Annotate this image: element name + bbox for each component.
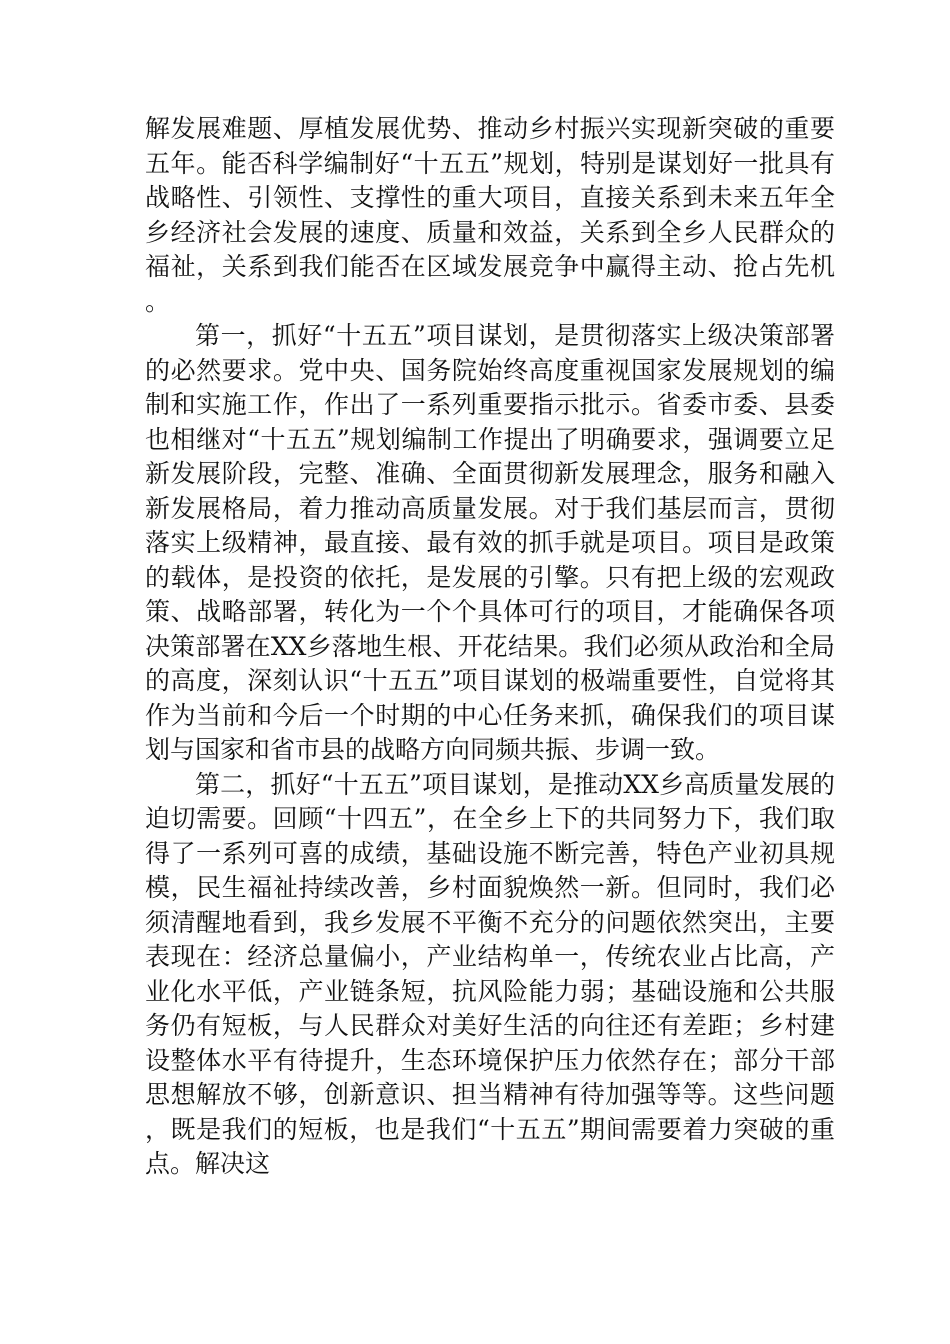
paragraph-first-point: 第一，抓好“十五五”项目谋划，是贯彻落实上级决策部署的必然要求。党中央、国务院始终高度重视国家发展规划的编制和实施工作，作出了一系列重要指示批示。省委市委、县委也相继对“十五五”规划编制工作提出了明确要求，强调要立足新发展阶段，完整、准确、全面贯彻新发展理念，服务和融入新发展格局，着力推动高质量发展。对于我们基层而言，贯彻落实上级精神，最直接、最有效的抓手就是项目。项目是政策的载体，是投资的依托，是发展的引擎。只有把上级的宏观政策、战略部署，转化为一个个具体可行的项目，才能确保各项决策部署在XX乡落地生根、开花结果。我们必须从政治和全局的高度，深刻认识“十五五”项目谋划的极端重要性，自觉将其作为当前和今后一个时期的中心任务来抓，确保我们的项目谋划与国家和省市县的战略方向同频共振、步调一致。 xyxy=(145,321,835,764)
paragraph-second-point: 第二，抓好“十五五”项目谋划，是推动XX乡高质量发展的迫切需要。回顾“十四五”，在全乡上下的共同努力下，我们取得了一系列可喜的成绩，基础设施不断完善，特色产业初具规模，民生福祉持续改善，乡村面貌焕然一新。但同时，我们必须清醒地看到，我乡发展不平衡不充分的问题依然突出，主要表现在：经济总量偏小，产业结构单一，传统农业占比高，产业化水平低，产业链条短，抗风险能力弱；基础设施和公共服务仍有短板，与人民群众对美好生活的向往还有差距；乡村建设整体水平有待提升，生态环境保护压力依然存在；部分干部思想解放不够，创新意识、担当精神有待加强等等。这些问题，既是我们的短板，也是我们“十五五”期间需要着力突破的重点。解决这 xyxy=(145,769,835,1178)
paragraph-intro: 解发展难题、厚植发展优势、推动乡村振兴实现新突破的重要五年。能否科学编制好“十五五”规划，特别是谋划好一批具有战略性、引领性、支撑性的重大项目，直接关系到未来五年全乡经济社会发展的速度、质量和效益，关系到全乡人民群众的福祉，关系到我们能否在区域发展竞争中赢得主动、抢占先机。 xyxy=(145,114,835,316)
document-body xyxy=(145,112,835,1182)
